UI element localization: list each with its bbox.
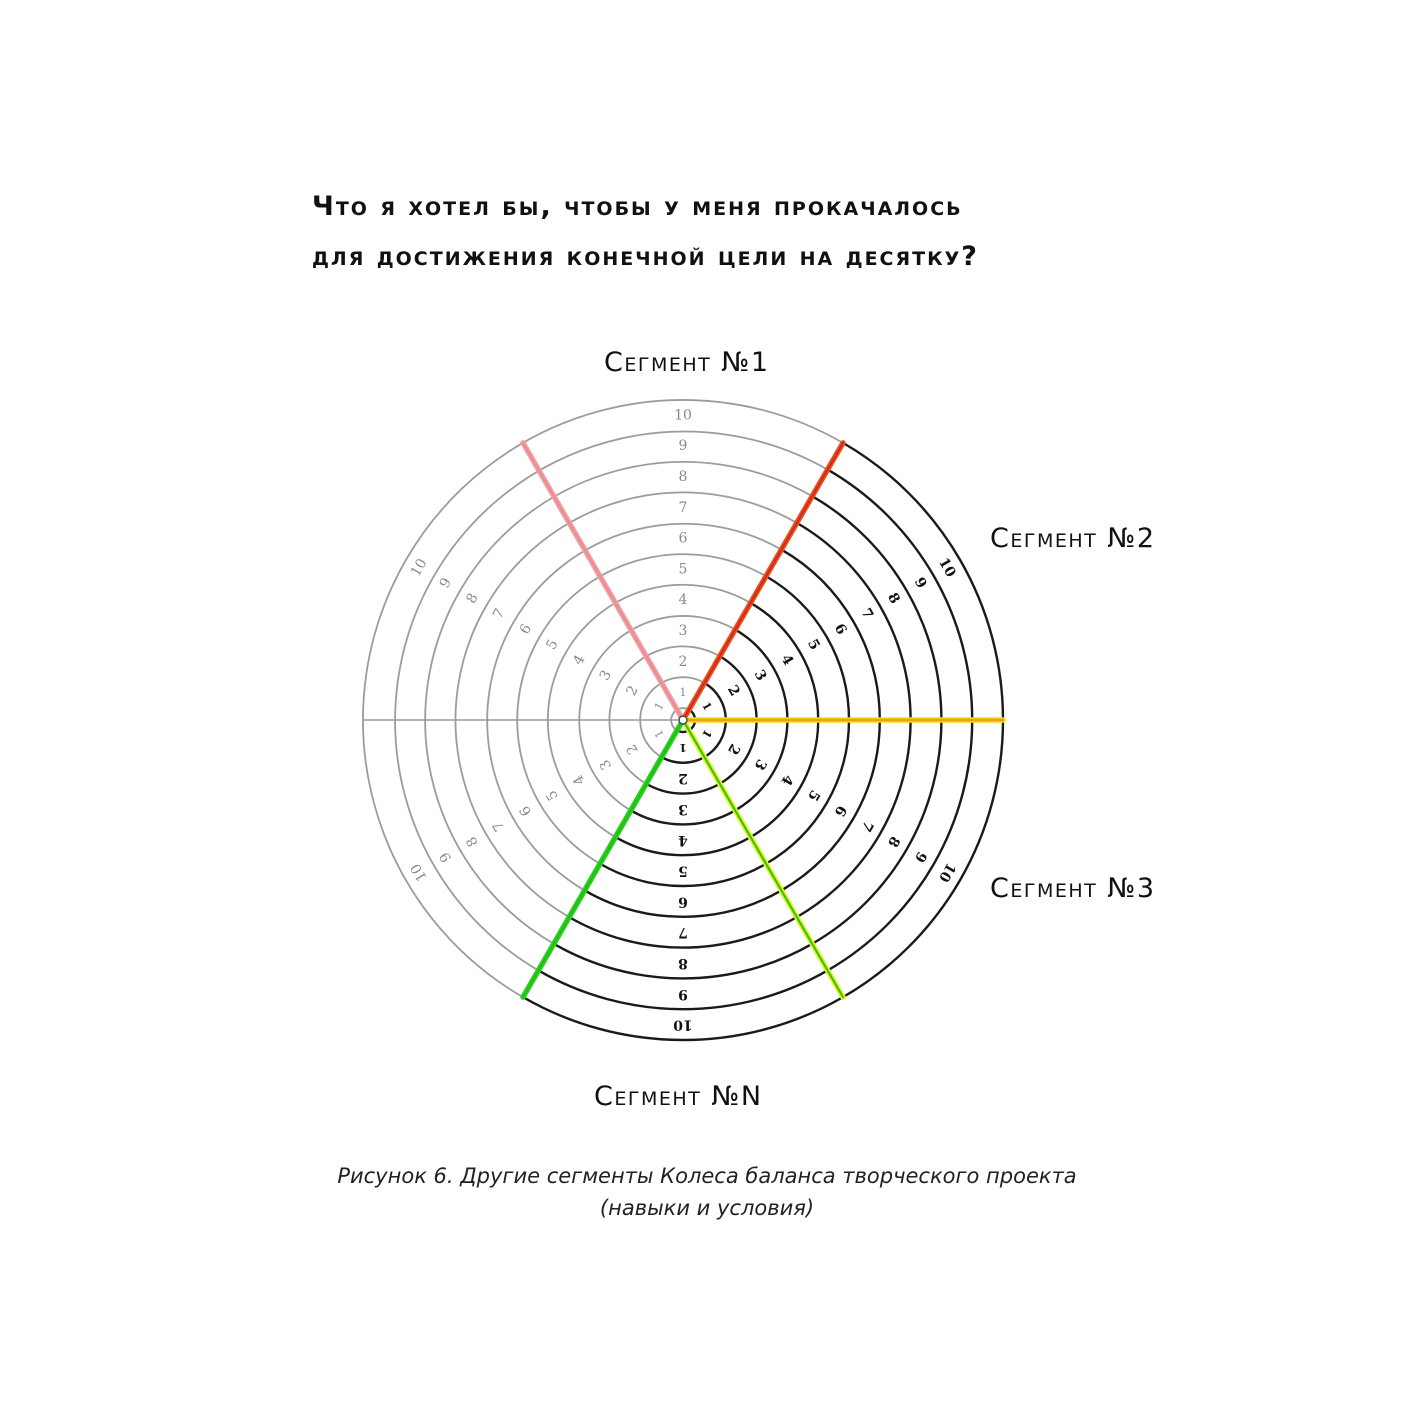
level-labels-30 [699, 727, 958, 885]
level-label: 5 [804, 787, 823, 804]
segment-3-label: Сегмент №3 [990, 873, 1156, 904]
level-label: 9 [436, 849, 456, 865]
level-label: 7 [490, 606, 509, 622]
ring-arc-1 [662, 757, 705, 763]
segment-1-label: Сегмент №1 [604, 347, 770, 378]
level-label: 10 [934, 555, 959, 581]
segment-2-label: Сегмент №2 [990, 523, 1156, 554]
level-label: 3 [750, 756, 770, 773]
wheel-center [679, 716, 687, 724]
level-label: 5 [543, 787, 562, 804]
level-label: 3 [678, 623, 688, 639]
level-label: 6 [678, 530, 688, 547]
level-label: 8 [678, 955, 688, 971]
level-label: 3 [750, 667, 770, 684]
level-label: 6 [516, 621, 536, 638]
level-label: 9 [910, 574, 930, 592]
level-label: 8 [678, 469, 688, 485]
ring-arc-6 [487, 524, 781, 891]
level-label: 4 [678, 831, 688, 848]
level-label: 2 [623, 683, 642, 699]
level-label: 9 [910, 848, 930, 866]
level-label: 3 [596, 756, 616, 773]
level-label: 7 [678, 499, 688, 516]
level-label: 4 [777, 651, 797, 669]
level-label: 10 [673, 1016, 693, 1033]
ring-arc-7 [455, 492, 796, 917]
level-label: 6 [678, 893, 688, 910]
level-label: 2 [724, 740, 743, 758]
level-labels-330 [699, 555, 959, 713]
level-label: 9 [436, 575, 456, 591]
ring-arc-6 [781, 550, 879, 720]
level-label: 9 [678, 985, 688, 1002]
figure-caption [0, 1160, 1414, 1224]
level-label: 4 [570, 772, 589, 788]
level-labels-150 [408, 727, 667, 884]
level-label: 7 [857, 817, 877, 835]
segment-n-label: Сегмент №N [594, 1081, 763, 1112]
level-label: 1 [699, 699, 715, 713]
level-label: 5 [543, 636, 562, 653]
level-label: 7 [490, 818, 509, 834]
level-label: 6 [516, 802, 536, 819]
ring-arc-6 [781, 720, 879, 890]
heading-line-1: Что я хотел бы, чтобы у меня прокачалось [312, 191, 963, 222]
level-label: 10 [407, 555, 431, 580]
ring-arc-10 [363, 400, 843, 997]
level-label: 5 [678, 561, 688, 578]
caption-line-2: (навыки и условия) [599, 1196, 815, 1220]
level-label: 1 [679, 740, 687, 754]
heading-line-2: для достижения конечной цели на десятку? [312, 241, 979, 272]
level-labels-210 [408, 556, 667, 713]
level-label: 1 [651, 727, 667, 740]
level-label: 3 [596, 667, 616, 684]
remaining-sector [363, 400, 843, 997]
level-label: 4 [570, 652, 589, 668]
level-label: 4 [777, 771, 797, 789]
ring-arc-3 [579, 616, 735, 810]
level-label: 7 [678, 924, 688, 941]
level-label: 10 [674, 407, 692, 424]
level-label: 4 [678, 592, 688, 609]
level-label: 6 [830, 621, 850, 638]
level-label: 6 [830, 802, 850, 819]
level-label: 3 [678, 801, 688, 817]
level-label: 2 [678, 653, 688, 670]
level-label: 1 [699, 727, 715, 741]
level-label: 8 [463, 590, 482, 607]
level-label: 2 [623, 741, 642, 757]
level-label: 1 [679, 686, 687, 700]
ring-arc-2 [609, 646, 719, 783]
level-label: 9 [678, 438, 688, 455]
level-label: 10 [407, 860, 431, 885]
caption-line-1: Рисунок 6. Другие сегменты Колеса баланса творческого проекта [337, 1164, 1077, 1188]
level-label: 2 [678, 770, 688, 787]
level-label: 8 [884, 590, 903, 607]
level-label: 2 [724, 682, 743, 700]
level-label: 8 [884, 833, 903, 850]
segment-3-sector [689, 720, 1003, 997]
segment-2-sector [689, 443, 1003, 720]
level-label: 7 [857, 605, 877, 623]
level-label: 1 [651, 700, 667, 713]
level-label: 5 [804, 636, 823, 653]
level-label: 5 [678, 862, 688, 879]
level-label: 8 [463, 833, 482, 850]
level-label: 10 [934, 859, 959, 885]
